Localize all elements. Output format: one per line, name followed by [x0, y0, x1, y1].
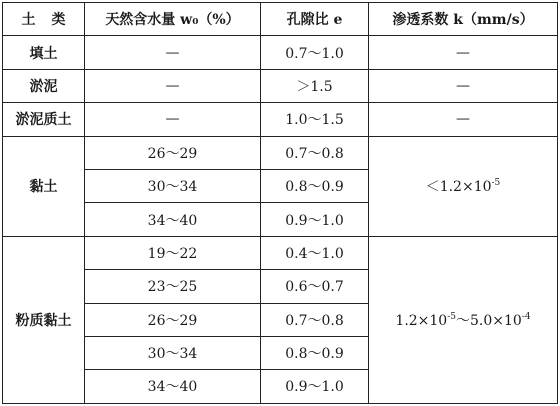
permeability-cell: — — [369, 103, 558, 136]
water-content-cell: 26～29 — [85, 303, 261, 336]
permeability-cell: — — [369, 69, 558, 102]
void-ratio-cell: 0.9～1.0 — [261, 203, 369, 236]
water-content-cell: 23～25 — [85, 270, 261, 303]
water-content-cell: 19～22 — [85, 236, 261, 269]
permeability-cell: — — [369, 36, 558, 69]
permeability-cell — [369, 136, 558, 236]
void-ratio-cell: 0.7～0.8 — [261, 136, 369, 169]
soil-properties-table — [2, 2, 558, 404]
permeability-exponent: -5 — [447, 311, 456, 322]
water-content-cell: — — [85, 36, 261, 69]
header-water-content: 天然含水量 w₀（%） — [85, 3, 261, 36]
permeability-base: ＜1.2×10 — [425, 179, 492, 196]
void-ratio-cell: 0.7～0.8 — [261, 303, 369, 336]
soil-type-cell: 填土 — [3, 36, 85, 69]
void-ratio-cell: ＞1.5 — [261, 69, 369, 102]
water-content-cell: — — [85, 69, 261, 102]
soil-type-cell: 粉质黏土 — [3, 236, 85, 403]
water-content-cell: 34～40 — [85, 203, 261, 236]
void-ratio-cell: 0.9～1.0 — [261, 370, 369, 403]
header-soil-type: 土 类 — [3, 3, 85, 36]
table-row — [3, 69, 558, 102]
soil-type-cell: 黏土 — [3, 136, 85, 236]
void-ratio-cell: 0.6～0.7 — [261, 270, 369, 303]
void-ratio-cell: 0.8～0.9 — [261, 336, 369, 369]
permeability-base: 1.2×10 — [395, 312, 448, 329]
table-row — [3, 103, 558, 136]
void-ratio-cell: 0.7～1.0 — [261, 36, 369, 69]
header-row — [3, 3, 558, 36]
void-ratio-cell: 0.8～0.9 — [261, 169, 369, 202]
water-content-cell: 30～34 — [85, 336, 261, 369]
permeability-upper-exponent: -4 — [521, 311, 531, 322]
table-row — [3, 136, 558, 169]
water-content-cell: 30～34 — [85, 169, 261, 202]
water-content-cell: 34～40 — [85, 370, 261, 403]
void-ratio-cell: 0.4～1.0 — [261, 236, 369, 269]
water-content-cell: — — [85, 103, 261, 136]
soil-type-cell: 淤泥质土 — [3, 103, 85, 136]
header-permeability: 渗透系数 k（mm/s） — [369, 3, 558, 36]
permeability-exponent: -5 — [491, 178, 501, 189]
permeability-cell — [369, 236, 558, 403]
header-void-ratio: 孔隙比 e — [261, 3, 369, 36]
soil-type-cell: 淤泥 — [3, 69, 85, 102]
table-row — [3, 236, 558, 269]
void-ratio-cell: 1.0～1.5 — [261, 103, 369, 136]
permeability-upper-base: ～5.0×10 — [456, 312, 522, 329]
table-row — [3, 36, 558, 69]
water-content-cell: 26～29 — [85, 136, 261, 169]
